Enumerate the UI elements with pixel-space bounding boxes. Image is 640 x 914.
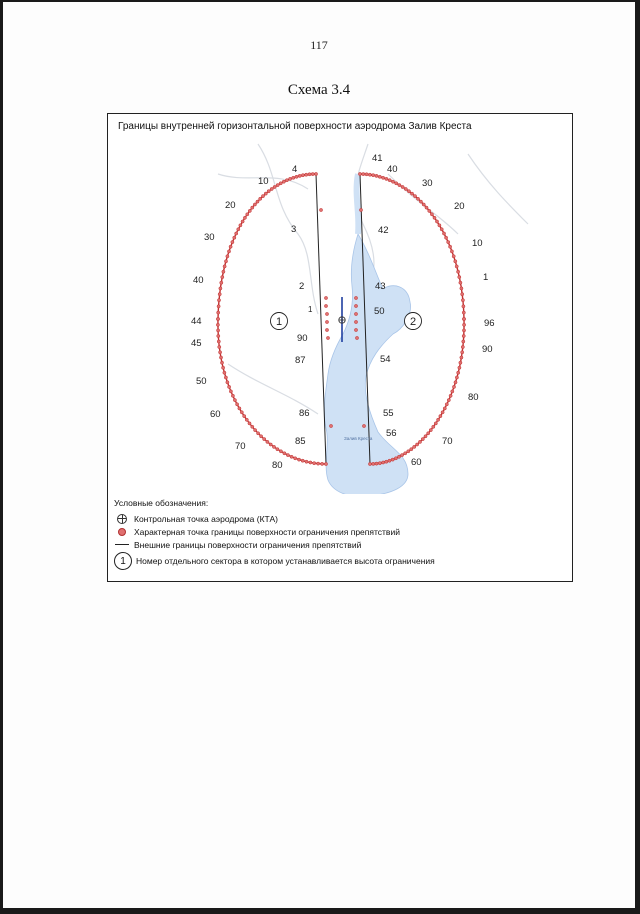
boundary-point-marker [378,462,381,465]
boundary-point-marker [459,361,462,364]
boundary-point-marker [243,415,246,418]
boundary-point-marker [354,312,357,315]
boundary-point-marker [219,356,222,359]
boundary-point-marker [368,462,371,465]
boundary-point-marker [422,203,425,206]
boundary-point-marker [325,328,328,331]
boundary-point-marker [458,276,461,279]
boundary-point-marker [378,175,381,178]
point-label: 85 [295,436,306,447]
red-dot-icon [114,526,130,538]
boundary-point-marker [441,411,444,414]
svg-text:1: 1 [275,316,283,328]
boundary-point-marker [216,317,219,320]
figure-heading: Границы внутренней горизонтальной поверхности аэродрома Залив Креста [118,121,472,132]
boundary-point-marker [451,390,454,393]
boundary-point-marker [421,438,424,441]
boundary-point-marker [319,208,322,211]
boundary-point-marker [449,245,452,248]
boundary-point-marker [462,329,465,332]
boundary-point-marker [427,432,430,435]
boundary-point-marker [221,276,224,279]
boundary-point-marker [253,203,256,206]
legend [114,498,564,570]
point-label: 90 [297,333,308,344]
point-label: 70 [235,441,246,452]
boundary-point-marker [447,241,450,244]
boundary-point-marker [354,296,357,299]
point-label: 96 [484,318,495,329]
boundary-point-marker [286,454,289,457]
boundary-point-marker [217,329,220,332]
boundary-point-marker [231,241,234,244]
boundary-point-marker [388,459,391,462]
boundary-point-marker [382,176,385,179]
boundary-point-marker [461,345,464,348]
boundary-point-marker [222,366,225,369]
boundary-point-marker [321,462,324,465]
boundary-point-marker [359,208,362,211]
boundary-point-marker [301,459,304,462]
boundary-point-marker [385,460,388,463]
boundary-point-marker [324,296,327,299]
boundary-point-marker [450,250,453,253]
boundary-point-marker [226,381,229,384]
boundary-point-marker [276,448,279,451]
boundary-point-marker [440,228,443,231]
boundary-point-marker [238,407,241,410]
boundary-point-marker [313,462,316,465]
boundary-point-marker [463,323,466,326]
point-label: 60 [210,409,221,420]
boundary-point-marker [460,287,463,290]
boundary-point-marker [314,172,317,175]
boundary-point-marker [251,425,254,428]
boundary-point-marker [324,462,327,465]
boundary-point-marker [445,403,448,406]
boundary-point-marker [219,287,222,290]
boundary-point-marker [223,371,226,374]
point-label: 44 [191,316,202,327]
boundary-point-marker [251,206,254,209]
boundary-point-marker [413,195,416,198]
boundary-point-marker [391,180,394,183]
boundary-point-marker [355,336,358,339]
boundary-point-marker [388,179,391,182]
document-page [3,2,635,908]
boundary-point-marker [454,260,457,263]
boundary-point-marker [267,190,270,193]
boundary-point-marker [294,457,297,460]
point-label: 41 [372,153,383,164]
boundary-point-marker [218,293,221,296]
boundary-point-marker [228,385,231,388]
boundary-point-marker [270,187,273,190]
boundary-point-marker [416,197,419,200]
boundary-point-marker [237,228,240,231]
boundary-point-marker [224,376,227,379]
boundary-point-marker [410,448,413,451]
boundary-point-marker [219,351,222,354]
point-label: 40 [387,164,398,175]
legend-item-boundary [114,538,564,551]
point-label: 1 [308,305,313,314]
boundary-point-marker [382,461,385,464]
boundary-point-marker [398,184,401,187]
boundary-point-marker [239,224,242,227]
boundary-point-marker [317,462,320,465]
boundary-point-marker [243,216,246,219]
boundary-point-marker [449,394,452,397]
boundary-point-marker [254,429,257,432]
legend-label: Внешние границы поверхности ограничения препятствий [134,539,362,550]
boundary-point-marker [295,175,298,178]
boundary-point-marker [372,174,375,177]
boundary-point-marker [416,443,419,446]
boundary-point-marker [410,192,413,195]
point-label: 54 [380,354,391,365]
point-label: 42 [378,225,389,236]
boundary-point-marker [311,173,314,176]
point-label: 30 [204,232,215,243]
boundary-point-marker [460,356,463,359]
boundary-point-marker [429,429,432,432]
boundary-point-marker [445,236,448,239]
boundary-point-marker [459,281,462,284]
legend-title: Условные обозначения: [114,498,209,508]
boundary-point-marker [235,232,238,235]
boundary-point-marker [326,336,329,339]
boundary-point-marker [419,200,422,203]
point-label: 50 [374,306,385,317]
river-channel [357,174,359,234]
boundary-point-marker [455,265,458,268]
boundary-point-marker [298,174,301,177]
boundary-point-marker [462,340,465,343]
point-label: 80 [468,392,479,403]
boundary-point-marker [372,462,375,465]
boundary-point-marker [236,403,239,406]
boundary-point-marker [394,457,397,460]
boundary-point-marker [217,340,220,343]
scheme-title: Схема 3.4 [287,82,351,98]
boundary-point-marker [443,407,446,410]
boundary-point-marker [292,176,295,179]
boundary-point-marker [404,187,407,190]
boundary-point-marker [308,173,311,176]
point-label: 30 [422,178,433,189]
boundary-point-marker [216,323,219,326]
boundary-point-marker [231,394,234,397]
point-label: 50 [196,376,207,387]
boundary-point-marker [305,173,308,176]
boundary-point-marker [461,351,464,354]
boundary-point-marker [263,438,266,441]
boundary-point-marker [290,455,293,458]
boundary-point-marker [279,450,282,453]
boundary-point-marker [264,192,267,195]
boundary-point-marker [246,213,249,216]
boundary-point-marker [457,270,460,273]
boundary-point-marker [248,422,251,425]
boundary-point-marker [457,371,460,374]
boundary-point-marker [458,366,461,369]
point-label: 60 [411,457,422,468]
boundary-point-marker [407,190,410,193]
boundary-point-marker [401,185,404,188]
boundary-point-marker [362,424,365,427]
boundary-point-marker [229,245,232,248]
boundary-point-marker [462,311,465,314]
legend-label: Номер отдельного сектора в котором устанавливается высота ограничения [136,556,435,566]
point-label: 40 [193,275,204,286]
boundary-point-marker [462,334,465,337]
boundary-point-marker [433,216,436,219]
boundary-point-marker [354,304,357,307]
boundary-point-marker [248,209,251,212]
boundary-point-marker [279,182,282,185]
boundary-point-marker [324,304,327,307]
boundary-point-marker [439,415,442,418]
point-label: 20 [225,200,236,211]
boundary-point-marker [395,182,398,185]
svg-text:2: 2 [409,316,417,328]
boundary-point-marker [218,345,221,348]
boundary-point-marker [461,293,464,296]
map-place-label: Залив Креста [344,436,373,441]
point-label: 86 [299,408,310,419]
boundary-point-marker [329,424,332,427]
sector-number-2 [405,313,422,330]
boundary-point-marker [309,461,312,464]
point-label: 10 [258,176,269,187]
boundary-point-marker [407,450,410,453]
boundary-point-marker [217,305,220,308]
legend-item-kta [114,512,564,525]
boundary-point-marker [455,376,458,379]
boundary-point-marker [240,411,243,414]
boundary-point-marker [447,399,450,402]
boundary-point-marker [227,250,230,253]
point-label: 3 [291,224,297,235]
boundary-point-marker [220,281,223,284]
point-label: 2 [299,281,305,292]
boundary-point-marker [289,177,292,180]
boundary-point-marker [297,458,300,461]
boundary-point-marker [223,265,226,268]
boundary-point-marker [462,317,465,320]
boundary-point-marker [404,452,407,455]
gulf-water-area [324,234,410,494]
boundary-point-marker [358,172,361,175]
boundary-point-marker [454,381,457,384]
point-label: 90 [482,344,493,355]
boundary-point-marker [368,173,371,176]
boundary-point-marker [266,440,269,443]
boundary-point-marker [461,299,464,302]
boundary-point-marker [233,399,236,402]
boundary-point-marker [301,174,304,177]
point-label: 87 [295,355,306,366]
boundary-point-marker [434,422,437,425]
boundary-point-marker [375,174,378,177]
boundary-point-marker [217,334,220,337]
boundary-point-marker [285,179,288,182]
kta-crosshair-icon [339,317,345,323]
boundary-point-marker [220,361,223,364]
figure-frame [107,113,573,582]
legend-item-point [114,525,564,538]
boundary-point-marker [385,177,388,180]
boundary-point-marker [325,320,328,323]
point-label: 10 [472,238,483,249]
boundary-point-marker [375,462,378,465]
point-label: 55 [383,408,394,419]
boundary-point-marker [276,184,279,187]
boundary-point-marker [305,460,308,463]
boundary-point-marker [261,195,264,198]
boundary-point-marker [325,312,328,315]
point-label: 45 [191,338,202,349]
boundary-point-marker [428,209,431,212]
legend-label: Характерная точка границы поверхности ограничения препятствий [134,526,400,537]
boundary-point-marker [260,435,263,438]
point-label: 4 [292,164,298,175]
boundary-point-marker [222,270,225,273]
point-label: 80 [272,460,283,471]
point-label: 70 [442,436,453,447]
boundary-point-marker [217,311,220,314]
line-icon [114,539,130,551]
boundary-point-marker [413,445,416,448]
boundary-point-marker [401,454,404,457]
boundary-point-marker [438,224,441,227]
sector-number-badge: 1 [114,552,132,570]
boundary-point-marker [430,213,433,216]
boundary-point-marker [282,180,285,183]
boundary-point-marker [245,418,248,421]
boundary-point-marker [272,445,275,448]
point-label: 20 [454,201,465,212]
boundary-point-marker [259,197,262,200]
boundary-point-marker [269,443,272,446]
boundary-point-marker [233,236,236,239]
sector-number-1 [271,313,288,330]
boundary-point-marker [226,255,229,258]
boundary-point-marker [452,255,455,258]
point-label: 1 [483,272,489,283]
boundary-point-marker [365,173,368,176]
boundary-point-marker [424,435,427,438]
boundary-point-marker [418,440,421,443]
boundary-point-marker [452,385,455,388]
kta-crosshair-icon [114,513,130,525]
boundary-point-marker [354,328,357,331]
boundary-point-marker [437,418,440,421]
boundary-point-marker [257,432,260,435]
point-label: 56 [386,428,397,439]
boundary-point-marker [256,200,259,203]
boundary-point-marker [224,260,227,263]
page-number: 117 [310,38,328,52]
boundary-point-marker [354,320,357,323]
boundary-point-marker [391,458,394,461]
legend-label: Контрольная точка аэродрома (КТА) [134,513,278,524]
legend-item-sector [114,552,564,570]
boundary-point-marker [435,220,438,223]
boundary-point-marker [362,173,365,176]
boundary-point-marker [432,425,435,428]
boundary-point-marker [397,455,400,458]
boundary-point-marker [217,299,220,302]
point-label: 43 [375,281,386,292]
boundary-point-marker [442,232,445,235]
boundary-map [108,114,572,494]
boundary-point-marker [241,220,244,223]
boundary-point-marker [229,390,232,393]
boundary-point-marker [283,452,286,455]
boundary-point-marker [273,185,276,188]
boundary-point-marker [425,206,428,209]
boundary-point-marker [462,305,465,308]
